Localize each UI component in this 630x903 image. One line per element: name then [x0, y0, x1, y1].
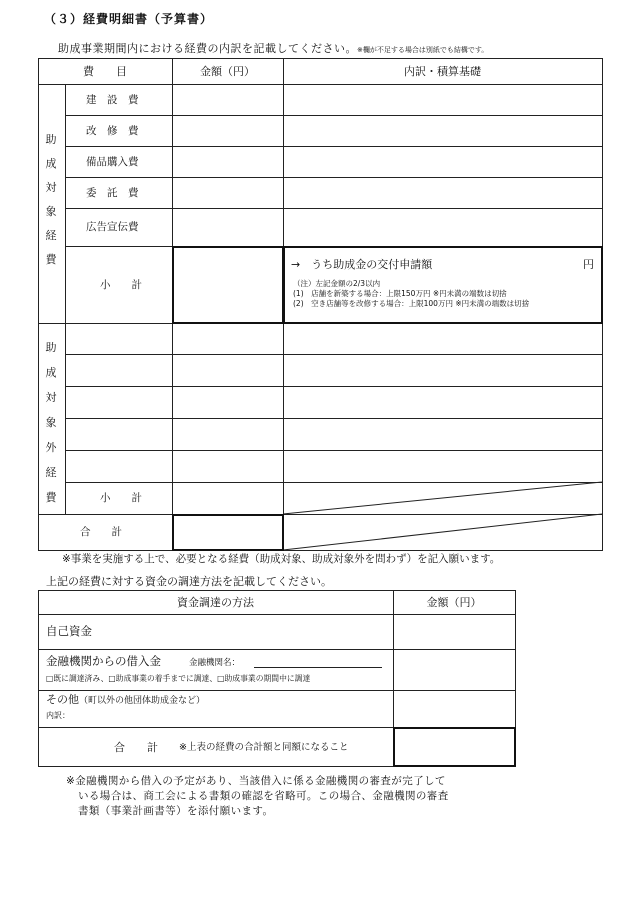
eligible-subtotal-label: 小 計: [100, 279, 142, 291]
header-amount: 金額（円）: [200, 65, 255, 78]
item-outsourcing: 委 託 費: [86, 187, 139, 199]
other-label-paren: （町以外の他団体助成金など）: [79, 696, 206, 706]
own-funds-amount[interactable]: [394, 615, 514, 649]
funding-instruction: 上記の経費に対する資金の調達方法を記載してください。: [46, 575, 332, 588]
total-label: 合 計: [80, 526, 122, 538]
header-breakdown: 内訳・積算基礎: [404, 65, 481, 78]
other-detail-label: 内訳：: [46, 711, 70, 720]
grant-request-label: → うち助成金の交付申請額: [291, 258, 433, 271]
closing-note-line-1: ※金融機関から借入の予定があり、当該借入に係る金融機関の審査が完了して: [66, 775, 446, 787]
amount-renovation[interactable]: [173, 116, 283, 146]
eligible-subtotal-amount-box[interactable]: [172, 246, 284, 324]
item-construction: 建 設 費: [86, 94, 139, 106]
ineligible-item-2[interactable]: [66, 355, 172, 386]
amount-outsourcing[interactable]: [173, 178, 283, 208]
expense-footnote: ※事業を実施する上で、必要となる経費（助成対象、助成対象外を問わず）を記入願います。: [62, 553, 501, 565]
loan-amount[interactable]: [394, 650, 514, 690]
ineligible-subtotal-label: 小 計: [100, 492, 142, 504]
own-funds-label: 自己資金: [46, 624, 92, 638]
grant-note-title: （注）左記金額の2/3以内: [293, 279, 381, 288]
header-item: 費 目: [83, 65, 127, 78]
amount-construction[interactable]: [173, 85, 283, 115]
total-amount-box[interactable]: [172, 514, 284, 551]
closing-note-line-3: 書類（事業計画書等）を添付願います。: [78, 805, 274, 817]
other-label-main: その他: [46, 693, 79, 706]
ineligible-item-4[interactable]: [66, 419, 172, 450]
grant-note-2: (2) 空き店舗等を改修する場合：上限100万円 ※円未満の端数は切捨: [293, 299, 530, 308]
funding-header-method: 資金調達の方法: [177, 596, 254, 609]
funding-total-amount-box[interactable]: [393, 727, 516, 767]
grant-request-unit: 円: [583, 258, 594, 271]
loan-timing-options[interactable]: □既に調達済み、□助成事業の着手までに調達、□助成事業の期間中に調達: [46, 674, 311, 683]
ineligible-item-1[interactable]: [66, 324, 172, 354]
amount-equipment[interactable]: [173, 147, 283, 177]
bank-name-label: 金融機関名：: [189, 658, 241, 668]
expense-instruction-main: 助成事業期間内における経費の内訳を記載してください。: [58, 42, 357, 55]
ineligible-item-3[interactable]: [66, 387, 172, 418]
page-title: （３）経費明細書（予算書）: [44, 12, 214, 26]
funding-total-label: 合 計: [114, 741, 158, 754]
ineligible-item-5[interactable]: [66, 451, 172, 482]
funding-total-note: ※上表の経費の合計額と同額になること: [179, 742, 349, 753]
closing-note-line-2: いる場合は、商工会による書類の確認を省略可。この場合、金融機関の審査: [78, 790, 449, 802]
funding-header-amount: 金額（円）: [426, 596, 482, 609]
item-renovation: 改 修 費: [86, 125, 139, 137]
grant-note-1: (1) 店舗を新築する場合：上限150万円 ※円未満の端数は切捨: [293, 289, 507, 298]
other-amount[interactable]: [394, 691, 514, 727]
item-advertising: 広告宣伝費: [86, 221, 139, 233]
amount-advertising[interactable]: [173, 209, 283, 246]
ineligible-group-label: 助 成 対 象 外 経 費: [45, 341, 57, 504]
other-label: [46, 694, 205, 706]
bank-name-field[interactable]: [254, 667, 382, 668]
loan-label: 金融機関からの借入金: [46, 654, 161, 668]
item-equipment: 備品購入費: [86, 156, 139, 168]
eligible-group-label: 助 成 対 象 経 費: [45, 133, 57, 266]
expense-instruction-note: ※欄が不足する場合は別紙でも結構です。: [357, 46, 489, 54]
